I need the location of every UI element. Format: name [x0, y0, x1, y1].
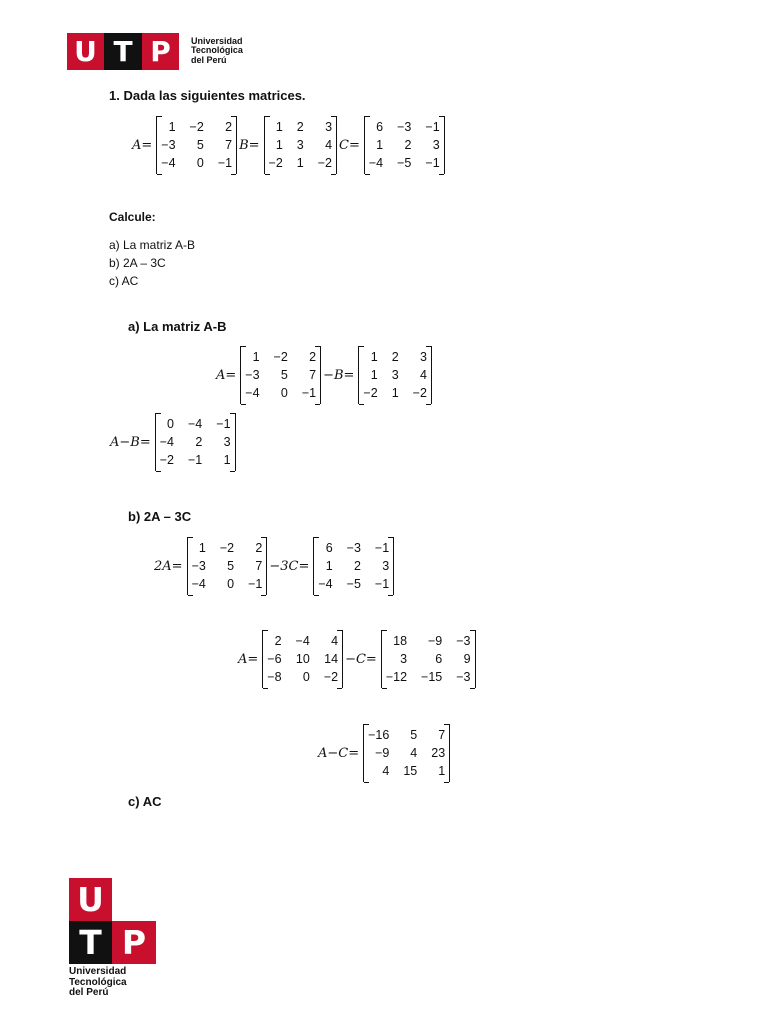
matrix-cell: 3 — [400, 652, 408, 666]
logo-text-line: Universidad — [191, 36, 243, 46]
logo-letter-p: P — [150, 35, 171, 68]
matrix-cell: 1 — [275, 120, 283, 134]
matrix-cell: 3 — [325, 120, 333, 134]
matrix-cell: 2 — [391, 350, 399, 364]
matrix-cell: −2 — [219, 541, 235, 555]
matrix-cell: 2 — [309, 350, 317, 364]
matrix-cell: 4 — [410, 746, 418, 760]
logo-text-line: del Perú — [191, 54, 227, 65]
matrix — [187, 537, 268, 595]
matrix-cell: 6 — [435, 652, 443, 666]
matrix-cell: −4 — [295, 634, 310, 648]
matrix-cell: 15 — [403, 764, 418, 778]
matrix — [313, 537, 394, 595]
task-item-c: c) AC — [109, 274, 139, 288]
matrix-cell: 3 — [223, 435, 231, 449]
matrix-cell: −1 — [216, 417, 231, 431]
matrix-cell: −15 — [421, 670, 443, 684]
matrix-cell: −3 — [456, 670, 471, 684]
matrix-cell: 1 — [223, 453, 231, 467]
matrix-cell: −3 — [456, 634, 471, 648]
matrix-cell: 10 — [295, 652, 310, 666]
matrix-cell: −1 — [188, 453, 203, 467]
matrix-cell: −5 — [397, 156, 412, 170]
task-item-a: a) La matriz A-B — [109, 238, 196, 252]
matrix-cell: −4 — [188, 417, 203, 431]
matrix-cell: 0 — [227, 577, 235, 591]
matrix-cell: 5 — [410, 728, 418, 742]
matrix-cell: 4 — [382, 764, 390, 778]
matrix-cell: 2 — [296, 120, 304, 134]
part-a-heading: a) La matriz A-B — [128, 319, 227, 334]
matrix-label: −3C= — [269, 558, 310, 574]
part-c-heading: c) AC — [128, 794, 162, 809]
matrix-label: A−B= — [110, 434, 151, 450]
utp-logo-top — [67, 33, 247, 70]
matrix-cell: 0 — [280, 386, 288, 400]
matrix — [381, 630, 476, 688]
matrix-cell: 18 — [393, 634, 408, 648]
matrix-cell: 2 — [353, 559, 361, 573]
matrix-cell: −2 — [363, 386, 378, 400]
matrix-cell: 1 — [275, 138, 283, 152]
matrix-cell: 1 — [296, 156, 304, 170]
matrix-cell: −1 — [374, 541, 390, 555]
matrix-cell: −3 — [245, 368, 260, 382]
logo-text-line: del Perú — [69, 987, 109, 998]
matrix-cell: 5 — [280, 368, 288, 382]
matrix-cell: −1 — [425, 156, 440, 170]
matrix — [363, 724, 450, 782]
matrix-label: B= — [239, 137, 260, 153]
logo-letter-t: T — [113, 35, 133, 68]
matrix-label: 2A= — [154, 558, 183, 574]
matrix-cell: 2 — [225, 120, 233, 134]
matrix-label: −B= — [323, 367, 355, 383]
matrix-cell: 9 — [463, 652, 471, 666]
matrix — [262, 630, 343, 688]
matrix-cell: 23 — [431, 746, 446, 760]
matrix-cell: 1 — [438, 764, 446, 778]
matrix-cell: −8 — [267, 670, 282, 684]
matrix-cell: −1 — [217, 156, 233, 170]
matrix-cell: 6 — [325, 541, 333, 555]
matrix-cell: 2 — [404, 138, 412, 152]
matrix-cell: 3 — [391, 368, 399, 382]
matrix-cell: −4 — [191, 577, 206, 591]
matrix-cell: −2 — [273, 350, 288, 364]
logo-letter-t: T — [79, 923, 102, 962]
matrix — [155, 413, 236, 471]
task-item-b: b) 2A – 3C — [109, 256, 166, 270]
matrix-cell: 7 — [438, 728, 446, 742]
logo-letter-u: U — [74, 35, 97, 68]
matrix-cell: 3 — [382, 559, 390, 573]
matrix-cell: 1 — [370, 368, 378, 382]
matrix — [358, 346, 431, 404]
matrix-cell: 2 — [274, 634, 282, 648]
matrix-cell: −4 — [161, 156, 176, 170]
matrix-label: A−C= — [318, 745, 360, 761]
matrix-cell: −1 — [301, 386, 317, 400]
logo-letter-p: P — [121, 923, 147, 962]
matrix — [364, 116, 445, 174]
matrix-cell: 7 — [309, 368, 317, 382]
matrix-cell: −2 — [268, 156, 283, 170]
matrix-cell: −4 — [159, 435, 174, 449]
matrix-cell: −3 — [346, 541, 361, 555]
matrix — [156, 116, 237, 174]
matrix-cell: −4 — [318, 577, 333, 591]
matrix-cell: 6 — [376, 120, 384, 134]
calcule-label: Calcule: — [109, 210, 156, 224]
part-b-result — [318, 724, 452, 782]
matrix-label: A= — [238, 651, 259, 667]
matrix-cell: 0 — [196, 156, 204, 170]
matrix-cell: −4 — [245, 386, 260, 400]
matrix-cell: 4 — [419, 368, 427, 382]
matrix-label: A= — [216, 367, 237, 383]
matrix-cell: −5 — [346, 577, 361, 591]
utp-logo-bottom — [69, 878, 159, 998]
matrix-cell: −1 — [425, 120, 440, 134]
matrix — [264, 116, 337, 174]
part-b-expression-1 — [154, 537, 396, 595]
matrix-cell: 1 — [168, 120, 176, 134]
matrix-label: −C= — [345, 651, 377, 667]
matrix-cell: 1 — [325, 559, 333, 573]
matrix — [240, 346, 321, 404]
matrix-cell: −3 — [191, 559, 206, 573]
matrix-cell: 1 — [391, 386, 399, 400]
matrix-cell: −9 — [427, 634, 443, 648]
matrix-cell: 7 — [255, 559, 263, 573]
matrix-cell: 4 — [331, 634, 339, 648]
matrix-cell: −2 — [189, 120, 204, 134]
matrix-cell: −1 — [248, 577, 263, 591]
part-b-heading: b) 2A – 3C — [128, 509, 192, 524]
matrix-cell: −16 — [368, 728, 390, 742]
matrix-cell: −2 — [323, 670, 339, 684]
matrix-cell: 7 — [225, 138, 233, 152]
problem-title: 1. Dada las siguientes matrices. — [109, 88, 306, 103]
matrix-cell: 3 — [432, 138, 440, 152]
logo-text-line: Universidad — [69, 966, 127, 977]
matrix-cell: −4 — [368, 156, 384, 170]
part-a-result — [110, 413, 238, 471]
matrix-cell: −2 — [317, 156, 333, 170]
matrix-cell: 1 — [198, 541, 206, 555]
part-b-expression-2 — [238, 630, 478, 688]
matrix-cell: −1 — [374, 577, 390, 591]
matrix-cell: 3 — [296, 138, 304, 152]
matrix-cell: 1 — [252, 350, 260, 364]
matrix-cell: 2 — [195, 435, 203, 449]
matrix-cell: −2 — [412, 386, 427, 400]
matrix-cell: 3 — [419, 350, 427, 364]
matrix-cell: 1 — [376, 138, 384, 152]
matrix-cell: 14 — [324, 652, 339, 666]
part-a-expression — [216, 346, 434, 404]
matrix-cell: −9 — [375, 746, 390, 760]
logo-text-line: Tecnológica — [69, 976, 127, 988]
given-matrices — [132, 116, 447, 174]
matrix-label: C= — [339, 137, 360, 153]
matrix-cell: −3 — [397, 120, 412, 134]
matrix-cell: 5 — [196, 138, 204, 152]
matrix-cell: −6 — [267, 652, 282, 666]
matrix-cell: −12 — [385, 670, 408, 684]
logo-letter-u: U — [77, 880, 104, 919]
matrix-cell: 5 — [227, 559, 235, 573]
matrix-cell: 4 — [325, 138, 333, 152]
matrix-cell: 1 — [370, 350, 378, 364]
matrix-cell: 0 — [167, 417, 174, 431]
matrix-cell: 0 — [302, 670, 310, 684]
matrix-label: A= — [132, 137, 153, 153]
matrix-cell: 2 — [255, 541, 263, 555]
matrix-cell: −3 — [161, 138, 176, 152]
matrix-cell: −2 — [159, 453, 174, 467]
logo-text-line: Tecnológica — [191, 45, 243, 56]
